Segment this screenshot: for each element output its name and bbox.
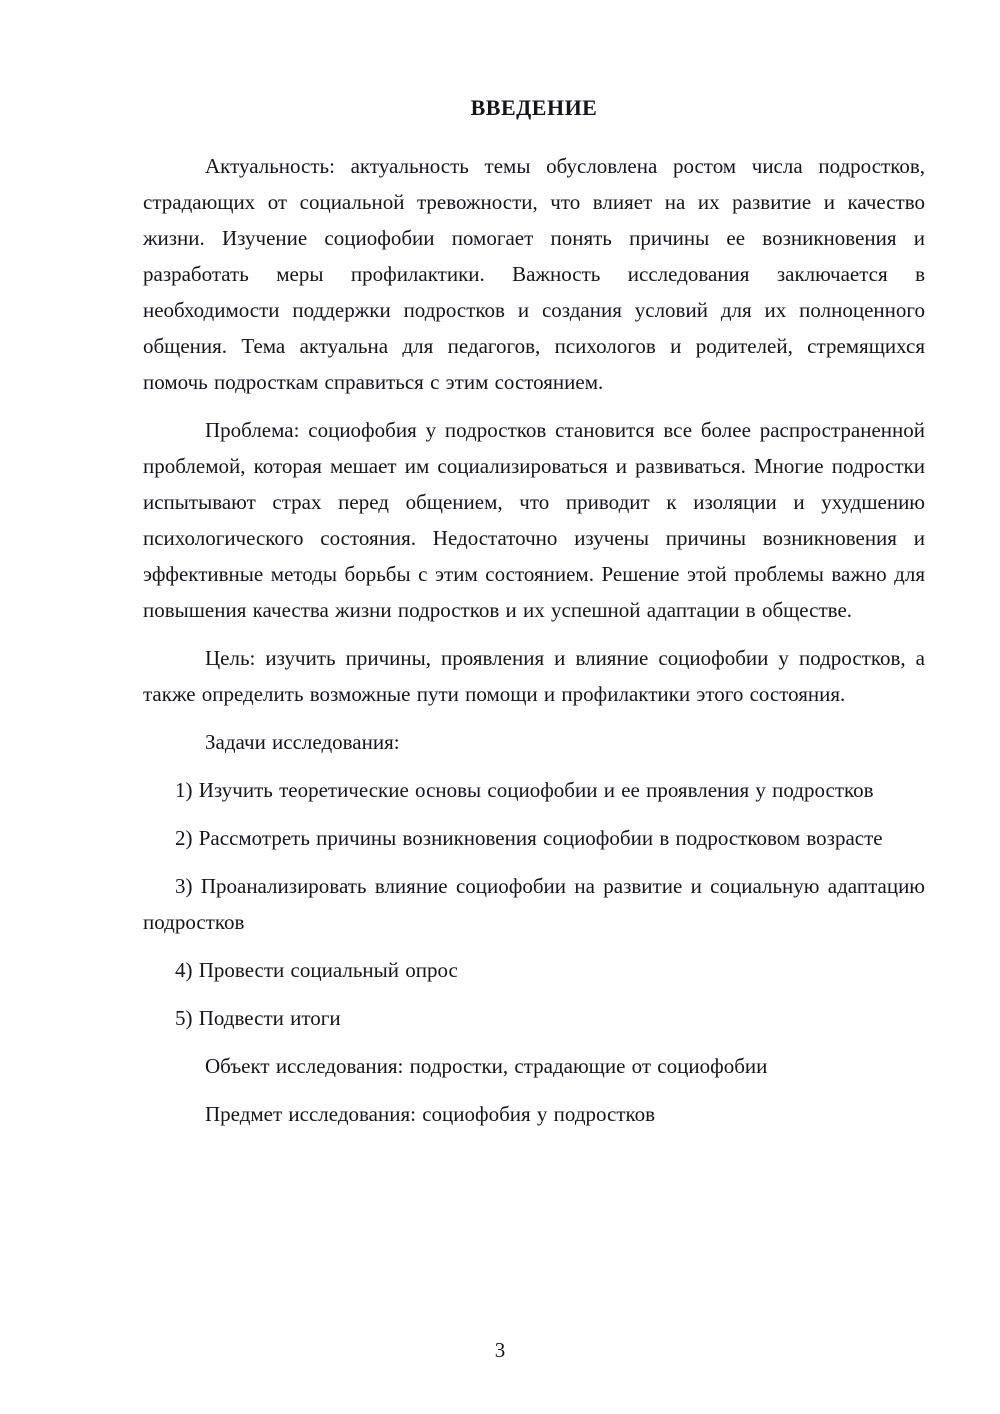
task-item-2: 2) Рассмотреть причины возникновения социофобии в подростковом возрасте — [175, 826, 883, 850]
paragraph-object: Объект исследования: подростки, страдающие от социофобии — [205, 1054, 768, 1078]
page-content — [143, 94, 925, 1132]
paragraph-zadachi-header: Задачи исследования: — [205, 730, 400, 754]
task-item-5: 5) Подвести итоги — [175, 1006, 341, 1030]
page-title: ВВЕДЕНИЕ — [470, 95, 598, 120]
paragraph-aktualnost: Актуальность: актуальность темы обусловлена ростом числа подростков, страдающих от социальной тревожности, что влияет на их развитие и качество жизни. Изучение социофобии помогает понять причины ее возникновения и разработать меры профилактики. Важность исследования заключается в необходимости поддержки подростков и создания условий для их полноценного общения. Тема актуальна для педагогов, психологов и родителей, стремящихся помочь подросткам справиться с этим состоянием. — [143, 154, 925, 394]
task-item-1: 1) Изучить теоретические основы социофобии и ее проявления у подростков — [175, 778, 874, 802]
page-number: 3 — [494, 1338, 506, 1362]
paragraph-subject: Предмет исследования: социофобия у подростков — [205, 1102, 656, 1126]
task-item-3: 3) Проанализировать влияние социофобии на развитие и социальную адаптацию подростков — [143, 874, 925, 934]
task-item-4: 4) Провести социальный опрос — [175, 958, 458, 982]
paragraph-problema: Проблема: социофобия у подростков становится все более распространенной проблемой, которая мешает им социализироваться и развиваться. Многие подростки испытывают страх перед общением, что приводит к изоляции и ухудшению психологического состояния. Недостаточно изучены причины возникновения и эффективные методы борьбы с этим состоянием. Решение этой проблемы важно для повышения качества жизни подростков и их успешной адаптации в обществе. — [143, 418, 925, 622]
paragraph-tsel: Цель: изучить причины, проявления и влияние социофобии у подростков, а также определить возможные пути помощи и профилактики этого состояния. — [143, 646, 925, 706]
